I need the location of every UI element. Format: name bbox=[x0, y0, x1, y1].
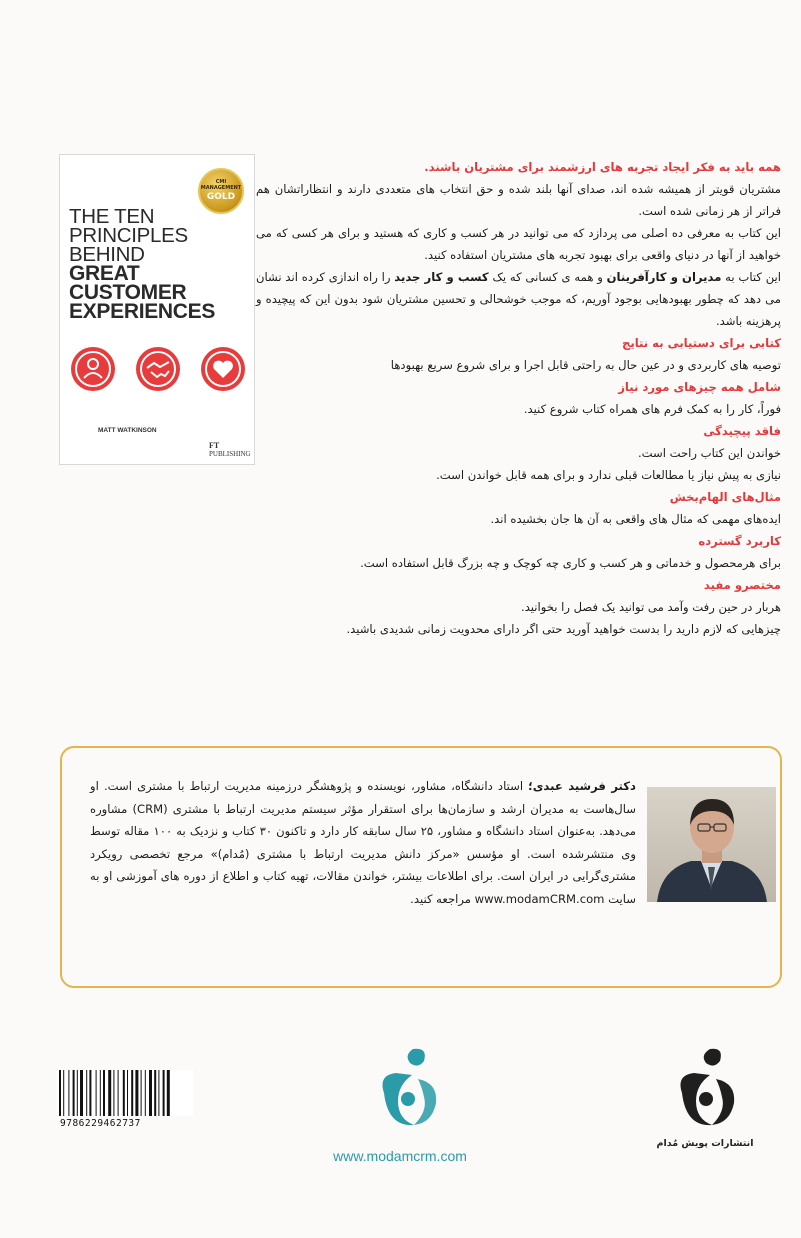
cover-title-line: THE TEN bbox=[69, 205, 155, 228]
description-headline: همه باید به فکر ایجاد تجربه های ارزشمند برای مشتریان باشند. bbox=[424, 160, 781, 174]
website-url[interactable]: www.modamcrm.com bbox=[333, 1148, 467, 1164]
barcode-bar bbox=[63, 1070, 64, 1116]
book-cover-thumbnail bbox=[59, 154, 255, 465]
barcode-bar bbox=[135, 1070, 138, 1116]
author-bio-text bbox=[90, 775, 636, 910]
text-run: را راه اندازی کرده اند نشان می دهد که چطور بهبودهایی بوجود آوریم، که موجب خوشحالی و تحسین مشتریان شود بدون این که پیچیده و پرهزینه باشد. bbox=[256, 270, 781, 328]
barcode-bar bbox=[77, 1070, 78, 1116]
cover-title-line: BEHIND bbox=[69, 243, 145, 266]
section-text: هربار در حین رفت وآمد می توانید یک فصل را بخوانید. bbox=[521, 600, 781, 614]
cover-title bbox=[69, 207, 253, 321]
section-heading: فاقد پیچیدگی bbox=[703, 424, 781, 438]
author-bio-paragraph bbox=[90, 775, 636, 910]
cover-title-line: PRINCIPLES bbox=[69, 224, 188, 247]
heart-icon bbox=[201, 347, 245, 391]
barcode-bar bbox=[154, 1070, 156, 1116]
barcode-bar bbox=[158, 1070, 159, 1116]
isbn-number: 9786229462737 bbox=[60, 1118, 141, 1129]
section-heading: شامل همه چیزهای مورد نیاز bbox=[618, 380, 781, 394]
barcode-bar bbox=[89, 1070, 91, 1116]
barcode-bar bbox=[100, 1070, 101, 1116]
cover-icon-row bbox=[69, 347, 247, 393]
ft-publishing-logo bbox=[209, 441, 254, 458]
barcode-bar bbox=[73, 1070, 75, 1116]
cover-title-bold-line: CUSTOMER bbox=[69, 281, 187, 304]
cover-title-bold-line: EXPERIENCES bbox=[69, 300, 216, 323]
barcode-bar bbox=[167, 1070, 170, 1116]
section-heading: کتابی برای دستیابی به نتایج bbox=[621, 336, 781, 350]
barcode-bar bbox=[141, 1070, 142, 1116]
author-bio: استاد دانشگاه، مشاور، نویسنده و پژوهشگر درزمینه مدیریت ارتباط با مشتری است. او سال‌هاست به مدیران ارشد و سازمان‌ها برای استقرار مؤثر سیستم مدیریت ارتباط با مشتری (CRM) مشاوره می‌دهد. به‌عنوان استاد دانشگاه و مشاور، ۲۵ سال سابقه کار دارد و تاکنون ۳۰ کتاب و نزدیک به ۱۰۰ مقاله توسط وی منتشرشده است. او مؤسس «مرکز دانش مدیریت ارتباط با مشتری (مُدام)» مرجع تخصصی رویکرد مشتری‌گرایی در ایران است. برای اطلاعات بیشتر، خواندن مقالات، تهیه کتاب و اطلاع از دوره های آموزشی او به سایت www.modamCRM.com مراجعه کنید. bbox=[90, 779, 636, 906]
barcode-bar bbox=[123, 1070, 125, 1116]
section-heading: کاربرد گسترده bbox=[698, 534, 781, 548]
section-text: برای هرمحصول و خدماتی و هر کسب و کاری چه کوچک و چه بزرگ قابل استفاده است. bbox=[360, 556, 781, 570]
barcode-bar bbox=[145, 1070, 146, 1116]
section-heading: مثال‌های الهام‌بخش bbox=[669, 490, 781, 504]
modam-logo-icon bbox=[368, 1045, 448, 1130]
section-heading: مختصرو مفید bbox=[703, 578, 781, 592]
section-text: نیازی به پیش نیاز یا مطالعات قبلی ندارد و برای همه قابل خواندن است. bbox=[436, 468, 781, 482]
person-icon bbox=[71, 347, 115, 391]
barcode-bar bbox=[86, 1070, 87, 1116]
description-paragraph: این کتاب به معرفی ده اصلی می پردازد که می توانید در هر کسب و کاری که هستید و برای هر کسی که می خواهید از آنها در دنیای واقعی برای بهبود تجربه های مشتریان استفاده کنید. bbox=[256, 226, 781, 262]
barcode-bar bbox=[118, 1070, 119, 1116]
author-name: دکتر فرشید عبدی؛ bbox=[528, 779, 636, 793]
section-text: فوراً، کار را به کمک فرم های همراه کتاب شروع کنید. bbox=[523, 402, 781, 416]
book-description bbox=[256, 156, 781, 640]
ft-logo-mark: FT bbox=[209, 441, 220, 450]
barcode-bar bbox=[80, 1070, 83, 1116]
barcode-bar bbox=[96, 1070, 97, 1116]
section-text: ایده‌های مهمی که مثال های واقعی به آن ها جان بخشیده اند. bbox=[490, 512, 781, 526]
barcode-bar bbox=[59, 1070, 61, 1116]
section-text: توصیه های کاربردی و در عین حال به راحتی قابل اجرا و برای شروع سریع بهبودها bbox=[390, 358, 781, 372]
barcode bbox=[57, 1070, 193, 1116]
publisher-logo-icon bbox=[668, 1045, 744, 1131]
text-run: و همه ی کسانی که یک bbox=[488, 270, 607, 284]
barcode-bar bbox=[131, 1070, 133, 1116]
cover-title-bold-line: GREAT bbox=[69, 262, 140, 285]
publisher-name: انتشارات پویش مُدام bbox=[656, 1138, 754, 1149]
barcode-bar bbox=[113, 1070, 114, 1116]
bold-phrase: کسب و کار جدید bbox=[394, 270, 489, 284]
section-text: خواندن این کتاب راحت است. bbox=[637, 446, 781, 460]
badge-top-text: CMI MANAGEMENT bbox=[200, 179, 242, 191]
section-text: چیزهایی که لازم دارید را بدست خواهید آورید حتی اگر دارای محدویت زمانی شدیدی باشید. bbox=[346, 622, 781, 636]
description-paragraph: مشتریان قویتر از همیشه شده اند، صدای آنها بلند شده و حق انتخاب های متعددی دارند و انتظاراتشان هم فراتر از هر زمانی شده است. bbox=[256, 182, 781, 218]
badge-main-text: GOLD bbox=[206, 192, 236, 202]
barcode-bar bbox=[108, 1070, 111, 1116]
text-run: این کتاب به bbox=[721, 270, 781, 284]
bold-phrase: مدیران و کارآفرینان bbox=[606, 270, 722, 284]
barcode-bar bbox=[103, 1070, 105, 1116]
description-paragraph bbox=[256, 266, 781, 332]
barcode-bar bbox=[68, 1070, 69, 1116]
ft-logo-text: PUBLISHING bbox=[209, 450, 251, 458]
barcode-bar bbox=[127, 1070, 128, 1116]
author-photo bbox=[647, 787, 776, 902]
barcode-bar bbox=[163, 1070, 165, 1116]
handshake-icon bbox=[136, 347, 180, 391]
barcode-bar bbox=[149, 1070, 152, 1116]
cover-author: MATT WATKINSON bbox=[98, 427, 157, 434]
